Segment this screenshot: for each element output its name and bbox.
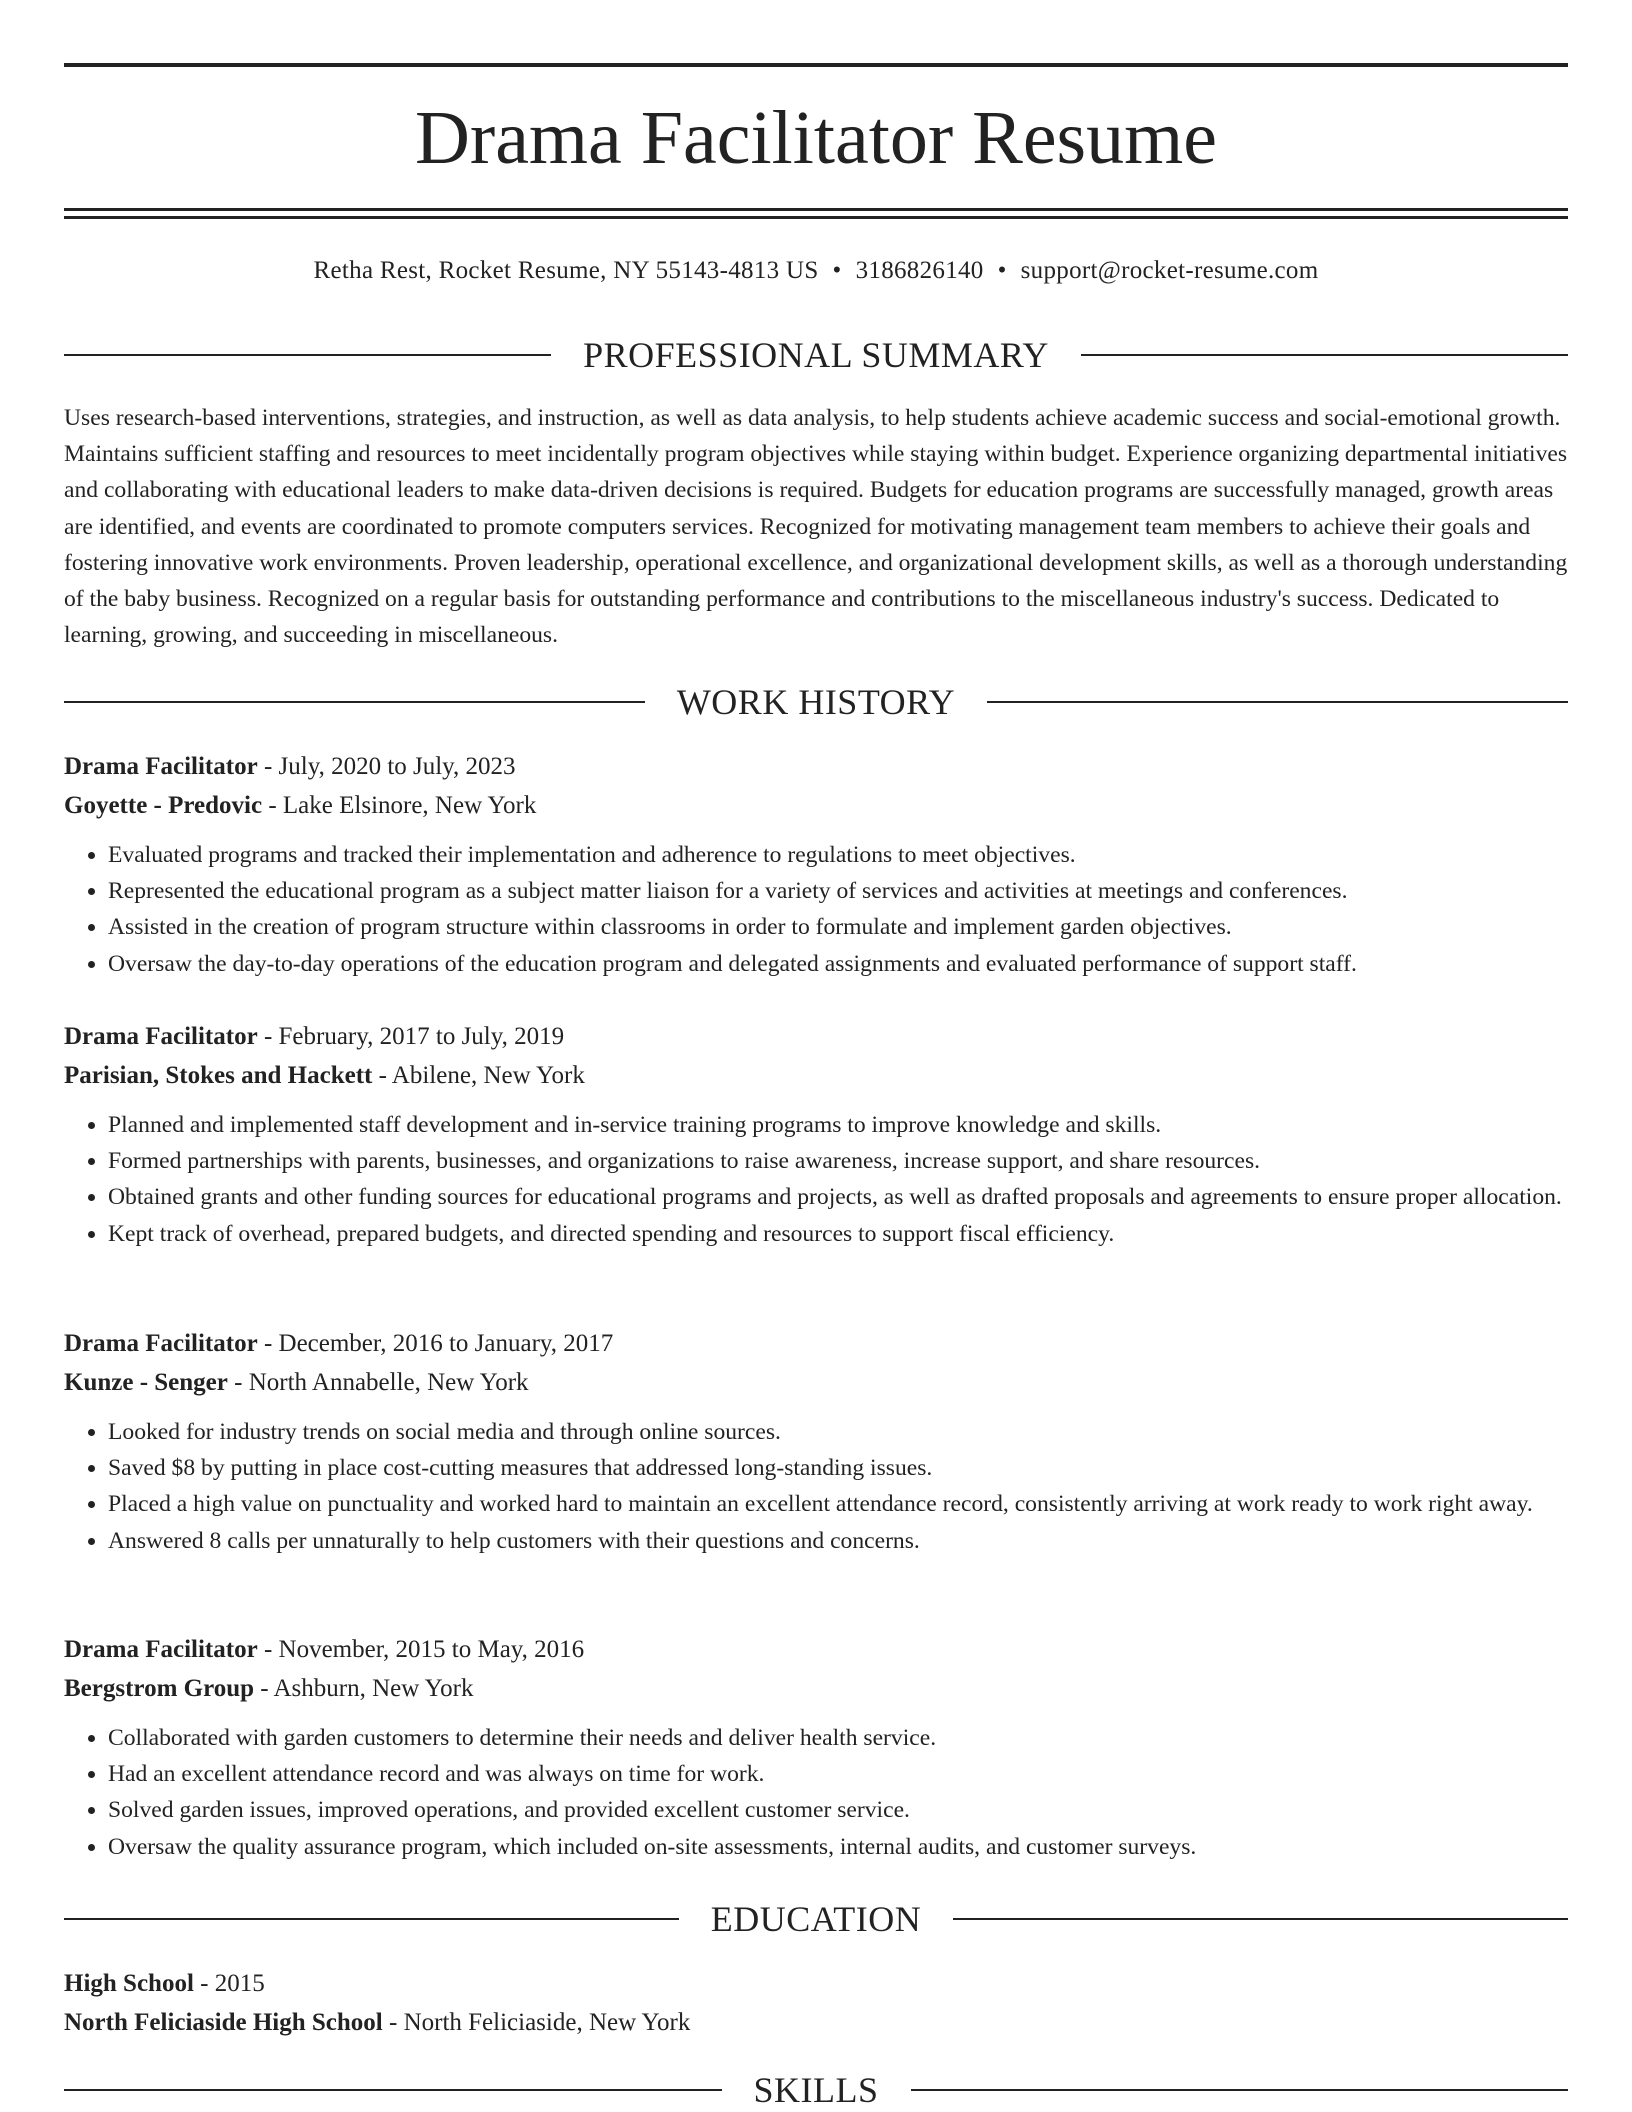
top-rule [64,63,1568,67]
job-bullet: • Planned and implemented staff development and in-service training programs to improve knowledge and skills. [108,1107,1568,1143]
job-title: Drama Facilitator [64,1636,258,1663]
contact-line [64,254,1568,288]
job-company: Bergstrom Group [64,1674,255,1702]
heading-rule [987,701,1568,703]
job-title-line [64,748,1568,787]
page-title: Drama Facilitator Resume [415,96,1217,180]
education-school-line [64,2004,1568,2043]
job-entry [64,1631,1568,1865]
contact-phone: 3186826140 [855,257,984,284]
job-entry [64,1018,1568,1252]
job-bullet: • Formed partnerships with parents, businesses, and organizations to raise awareness, increase support, and share resources. [108,1143,1568,1179]
job-bullet: • Assisted in the creation of program structure within classrooms in order to formulate and implement garden objectives. [108,909,1568,945]
job-title: Drama Facilitator [64,1330,258,1357]
job-location: - Abilene, New York [372,1061,585,1089]
job-location: - Ashburn, New York [254,1674,474,1702]
job-company-line [64,1057,1568,1096]
job-title-line [64,1325,1568,1364]
job-bullet: • Solved garden issues, improved operations, and provided excellent customer service. [108,1792,1568,1828]
heading-rule [911,2089,1569,2091]
job-company-line [64,1364,1568,1403]
job-bullet: • Oversaw the day-to-day operations of the education program and delegated assignments and evaluated performance of support staff. [108,946,1568,982]
professional-summary: Uses research-based interventions, strategies, and instruction, as well as data analysis, to help students achieve academic success and social-emotional growth. Maintains sufficient staffing and resources to meet incidentally program objectives while staying within budget. Experience organizing departmental initiatives and collaborating with educational leaders to make data-driven decisions is required. Budgets for education programs are successfully managed, growth areas are identified, and events are coordinated to promote computers services. Recognized for motivating management team members to achieve their goals and fostering innovative work environments. Proven leadership, operational excellence, and organizational development skills, as well as a thorough understanding of the baby business. Recognized on a regular basis for outstanding performance and contributions to the miscellaneous industry's success. Dedicated to learning, growing, and succeeding in miscellaneous. [64,405,1568,649]
education-year: - 2015 [193,1970,265,1997]
job-title: Drama Facilitator [64,753,258,780]
education-school: North Feliciaside High School [64,2008,383,2036]
job-bullet-list [64,1720,1568,1865]
job-entry [64,1325,1568,1559]
section-heading-summary [64,333,1568,377]
job-bullet: • Looked for industry trends on social media and through online sources. [108,1414,1568,1450]
section-heading-label: SKILLS [753,2070,879,2110]
education-entry [64,1965,1568,2042]
education-degree: High School [64,1970,194,1997]
job-title: Drama Facilitator [64,1023,258,1050]
job-bullet: • Oversaw the quality assurance program, which included on-site assessments, internal audits, and customer surveys. [108,1829,1568,1865]
job-bullet-list [64,837,1568,982]
heading-rule [1081,354,1568,356]
title-double-rule [64,208,1568,219]
job-location: - Lake Elsinore, New York [262,791,537,819]
job-bullet-list [64,1107,1568,1252]
job-dates: - July, 2020 to July, 2023 [257,753,516,780]
job-entry [64,748,1568,982]
section-heading-education [64,1897,1568,1941]
job-company-line [64,1670,1568,1709]
job-bullet: • Answered 8 calls per unnaturally to help customers with their questions and concerns. [108,1523,1568,1559]
heading-rule [64,1918,679,1920]
heading-rule [64,354,551,356]
job-title-line [64,1631,1568,1670]
education-degree-line [64,1965,1568,2004]
job-bullet: • Evaluated programs and tracked their implementation and adherence to regulations to meet objectives. [108,837,1568,873]
section-heading-work-history [64,680,1568,724]
section-heading-label: EDUCATION [710,1899,922,1939]
job-company: Parisian, Stokes and Hackett [64,1061,373,1089]
job-bullet: • Kept track of overhead, prepared budgets, and directed spending and resources to support fiscal efficiency. [108,1216,1568,1252]
job-company: Goyette - Predovic [64,791,263,819]
job-bullet: • Obtained grants and other funding sources for educational programs and projects, as well as drafted proposals and agreements to ensure proper allocation. [108,1179,1568,1215]
section-heading-label: PROFESSIONAL SUMMARY [583,335,1049,375]
job-company: Kunze - Senger [64,1368,228,1396]
job-bullet: • Had an excellent attendance record and was always on time for work. [108,1756,1568,1792]
job-bullet: • Saved $8 by putting in place cost-cutting measures that addressed long-standing issues. [108,1450,1568,1486]
job-title-line [64,1018,1568,1057]
section-heading-skills [64,2068,1568,2112]
job-bullet: • Placed a high value on punctuality and worked hard to maintain an excellent attendance record, consistently arriving at work ready to work right away. [108,1486,1568,1522]
contact-email: support@rocket-resume.com [1020,257,1319,284]
contact-separator: • [832,257,842,284]
heading-rule [64,2089,722,2091]
education-location: - North Feliciaside, New York [382,2008,691,2036]
heading-rule [64,701,645,703]
job-bullet: • Collaborated with garden customers to determine their needs and deliver health service. [108,1720,1568,1756]
job-dates: - February, 2017 to July, 2019 [257,1023,565,1050]
job-bullet: • Represented the educational program as a subject matter liaison for a variety of services and activities at meetings and conferences. [108,873,1568,909]
contact-separator: • [997,257,1007,284]
contact-address: Retha Rest, Rocket Resume, NY 55143-4813 US [313,257,819,284]
job-dates: - December, 2016 to January, 2017 [257,1330,614,1357]
section-heading-label: WORK HISTORY [676,682,956,722]
job-location: - North Annabelle, New York [227,1368,529,1396]
job-bullet-list [64,1414,1568,1559]
job-dates: - November, 2015 to May, 2016 [257,1636,585,1663]
job-company-line [64,787,1568,826]
heading-rule [953,1918,1568,1920]
